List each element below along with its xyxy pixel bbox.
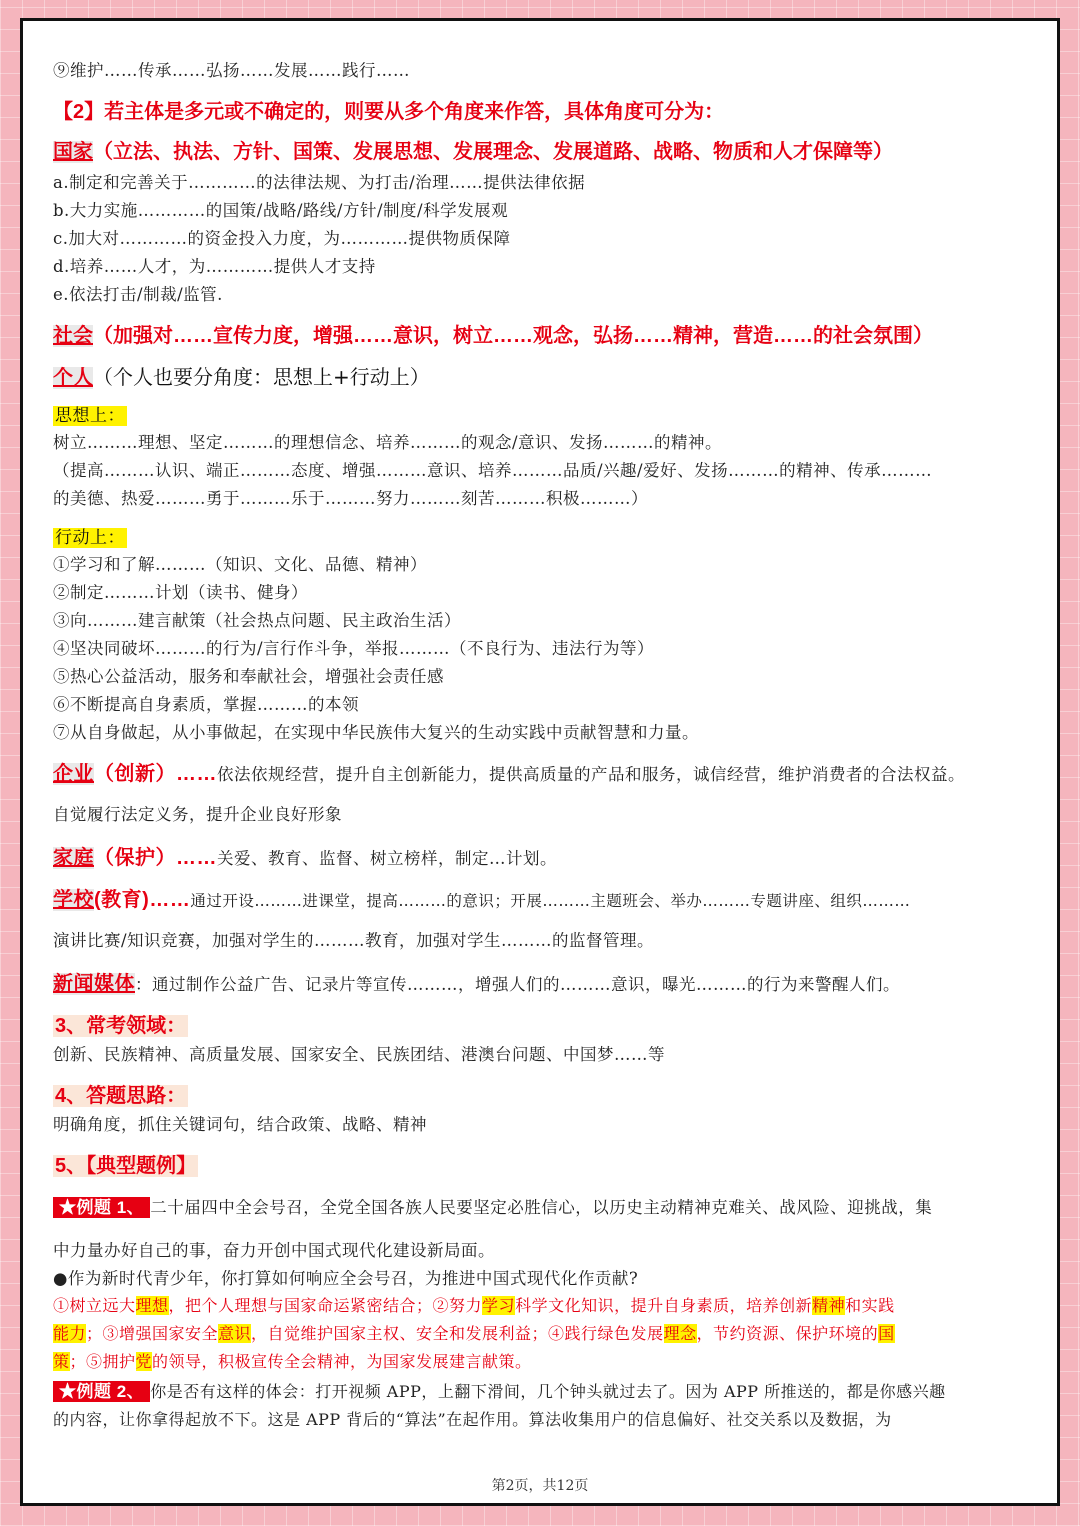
example-1-answer-2: 能力；③增强国家安全意识，自觉维护国家主权、安全和发展利益；④践行绿色发展理念，节约资源、保护环境的国 — [53, 1324, 895, 1343]
heading-2: 【2】若主体是多元或不确定的，则要从多个角度来作答，具体角度可分为： — [53, 101, 725, 123]
example-1-answer-1: ①树立远大理想，把个人理想与国家命运紧密结合；②努力学习科学文化知识，提升自身素质，培养创新精神和实践 — [53, 1296, 895, 1315]
media-text: ：通过制作公益广告、记录片等宣传………，增强人们的………意识，曝光………的行为来警醒人们。 — [135, 975, 900, 994]
state-item-e: e.依法打击/制裁/监管. — [53, 285, 223, 304]
school-tag: (教育)…… — [94, 889, 191, 911]
school-line-2: 演讲比赛/知识竞赛，加强对学生的………教育，加强对学生………的监督管理。 — [53, 931, 655, 950]
family-label: 家庭 — [53, 847, 94, 869]
example-2-line-2: 的内容，让你拿得起放不下。这是 APP 背后的“算法”在起作用。算法收集用户的信息偏好、社交关系以及数据，为 — [53, 1410, 892, 1429]
action-line-3: ③向………建言献策（社会热点问题、民主政治生活） — [53, 611, 461, 630]
example-1-line-2: 中力量办好自己的事，奋力开创中国式现代化建设新局面。 — [53, 1241, 495, 1260]
society-desc: （加强对……宣传力度，增强……意识，树立……观念，弘扬……精神，营造……的社会氛围） — [93, 325, 933, 347]
action-line-6: ⑥不断提高自身素质，掌握………的本领 — [53, 695, 359, 714]
example-1-question: ●作为新时代青少年，你打算如何响应全会号召，为推进中国式现代化作贡献? — [53, 1269, 639, 1288]
action-line-4: ④坚决同破坏………的行为/言行作斗争，举报………（不良行为、违法行为等） — [53, 639, 655, 658]
example-2-tag: ★例题 2、 — [53, 1381, 150, 1402]
individual-heading — [53, 361, 430, 390]
action-line-7: ⑦从自身做起，从小事做起，在实现中华民族伟大复兴的生动实践中贡献智慧和力量。 — [53, 723, 699, 742]
state-item-c: c.加大对…………的资金投入力度，为…………提供物质保障 — [53, 229, 511, 248]
society-label: 社会 — [53, 325, 93, 347]
state-item-b: b.大力实施…………的国策/战略/路线/方针/制度/科学发展观 — [53, 201, 509, 220]
media-label: 新闻媒体 — [53, 973, 135, 995]
enterprise-line-1 — [53, 757, 965, 786]
state-heading — [53, 135, 893, 164]
school-text-1: 通过开设………进课堂，提高………的意识；开展………主题班会、举办………专题讲座、组织……… — [190, 892, 911, 910]
example-1-line-1 — [53, 1193, 932, 1218]
example-2-line-1 — [53, 1377, 946, 1402]
individual-label: 个人 — [53, 367, 93, 389]
school-label: 学校 — [53, 889, 94, 911]
item-9: ⑨维护……传承……弘扬……发展……践行…… — [53, 61, 410, 80]
example-1-tag: ★例题 1、 — [53, 1197, 150, 1218]
society-heading — [53, 319, 933, 348]
state-desc: （立法、执法、方针、国策、发展思想、发展理念、发展道路、战略、物质和人才保障等） — [93, 141, 893, 163]
family-tag: （保护）…… — [94, 847, 217, 869]
media-line — [53, 967, 900, 996]
enterprise-label: 企业 — [53, 763, 94, 785]
action-line-2: ②制定………计划（读书、健身） — [53, 583, 308, 602]
example-1-answer-3: 策；⑤拥护党的领导，积极宣传全会精神，为国家发展建言献策。 — [53, 1352, 532, 1371]
thought-line-1: 树立………理想、坚定………的理想信念、培养………的观念/意识、发扬………的精神。 — [53, 433, 723, 452]
individual-desc: （个人也要分角度：思想上+行动上） — [93, 365, 430, 389]
thought-label: 思想上： — [55, 406, 125, 426]
action-line-5: ⑤热心公益活动，服务和奉献社会，增强社会责任感 — [53, 667, 444, 686]
state-item-a: a.制定和完善关于…………的法律法规、为打击/治理……提供法律依据 — [53, 173, 586, 192]
state-item-d: d.培养……人才，为…………提供人才支持 — [53, 257, 376, 276]
family-line — [53, 841, 557, 870]
action-line-1: ①学习和了解………（知识、文化、品德、精神） — [53, 555, 427, 574]
example-1-text-1: 二十届四中全会号召，全党全国各族人民要坚定必胜信心，以历史主动精神克难关、战风险、迎挑战，集 — [150, 1198, 933, 1217]
school-line-1 — [53, 883, 910, 912]
section-3-text: 创新、民族精神、高质量发展、国家安全、民族团结、港澳台问题、中国梦……等 — [53, 1045, 665, 1064]
thought-line-3: 的美德、热爱………勇于………乐于………努力………刻苦………积极………） — [53, 489, 648, 508]
section-5-title: 5、【典型题例】 — [55, 1155, 197, 1177]
section-3-title: 3、常考领域： — [55, 1015, 187, 1037]
state-label: 国家 — [53, 141, 93, 163]
document-page — [20, 18, 1060, 1506]
section-4-title: 4、答题思路： — [55, 1085, 187, 1107]
action-label: 行动上： — [55, 528, 125, 548]
page-footer: 第2页，共12页 — [491, 1478, 589, 1494]
example-2-text-1: 你是否有这样的体会：打开视频 APP，上翻下滑间，几个钟头就过去了。因为 APP 所推送的，都是你感兴趣 — [150, 1382, 946, 1401]
enterprise-line-2: 自觉履行法定义务，提升企业良好形象 — [53, 805, 342, 824]
enterprise-tag: （创新）…… — [94, 763, 217, 785]
family-text: 关爱、教育、监督、树立榜样，制定…计划。 — [217, 849, 557, 868]
thought-line-2: （提高………认识、端正………态度、增强………意识、培养………品质/兴趣/爱好、发扬………的精神、传承……… — [53, 461, 933, 480]
enterprise-text-1: 依法依规经营，提升自主创新能力，提供高质量的产品和服务，诚信经营，维护消费者的合法权益。 — [217, 765, 965, 784]
section-4-text: 明确角度，抓住关键词句，结合政策、战略、精神 — [53, 1115, 427, 1134]
